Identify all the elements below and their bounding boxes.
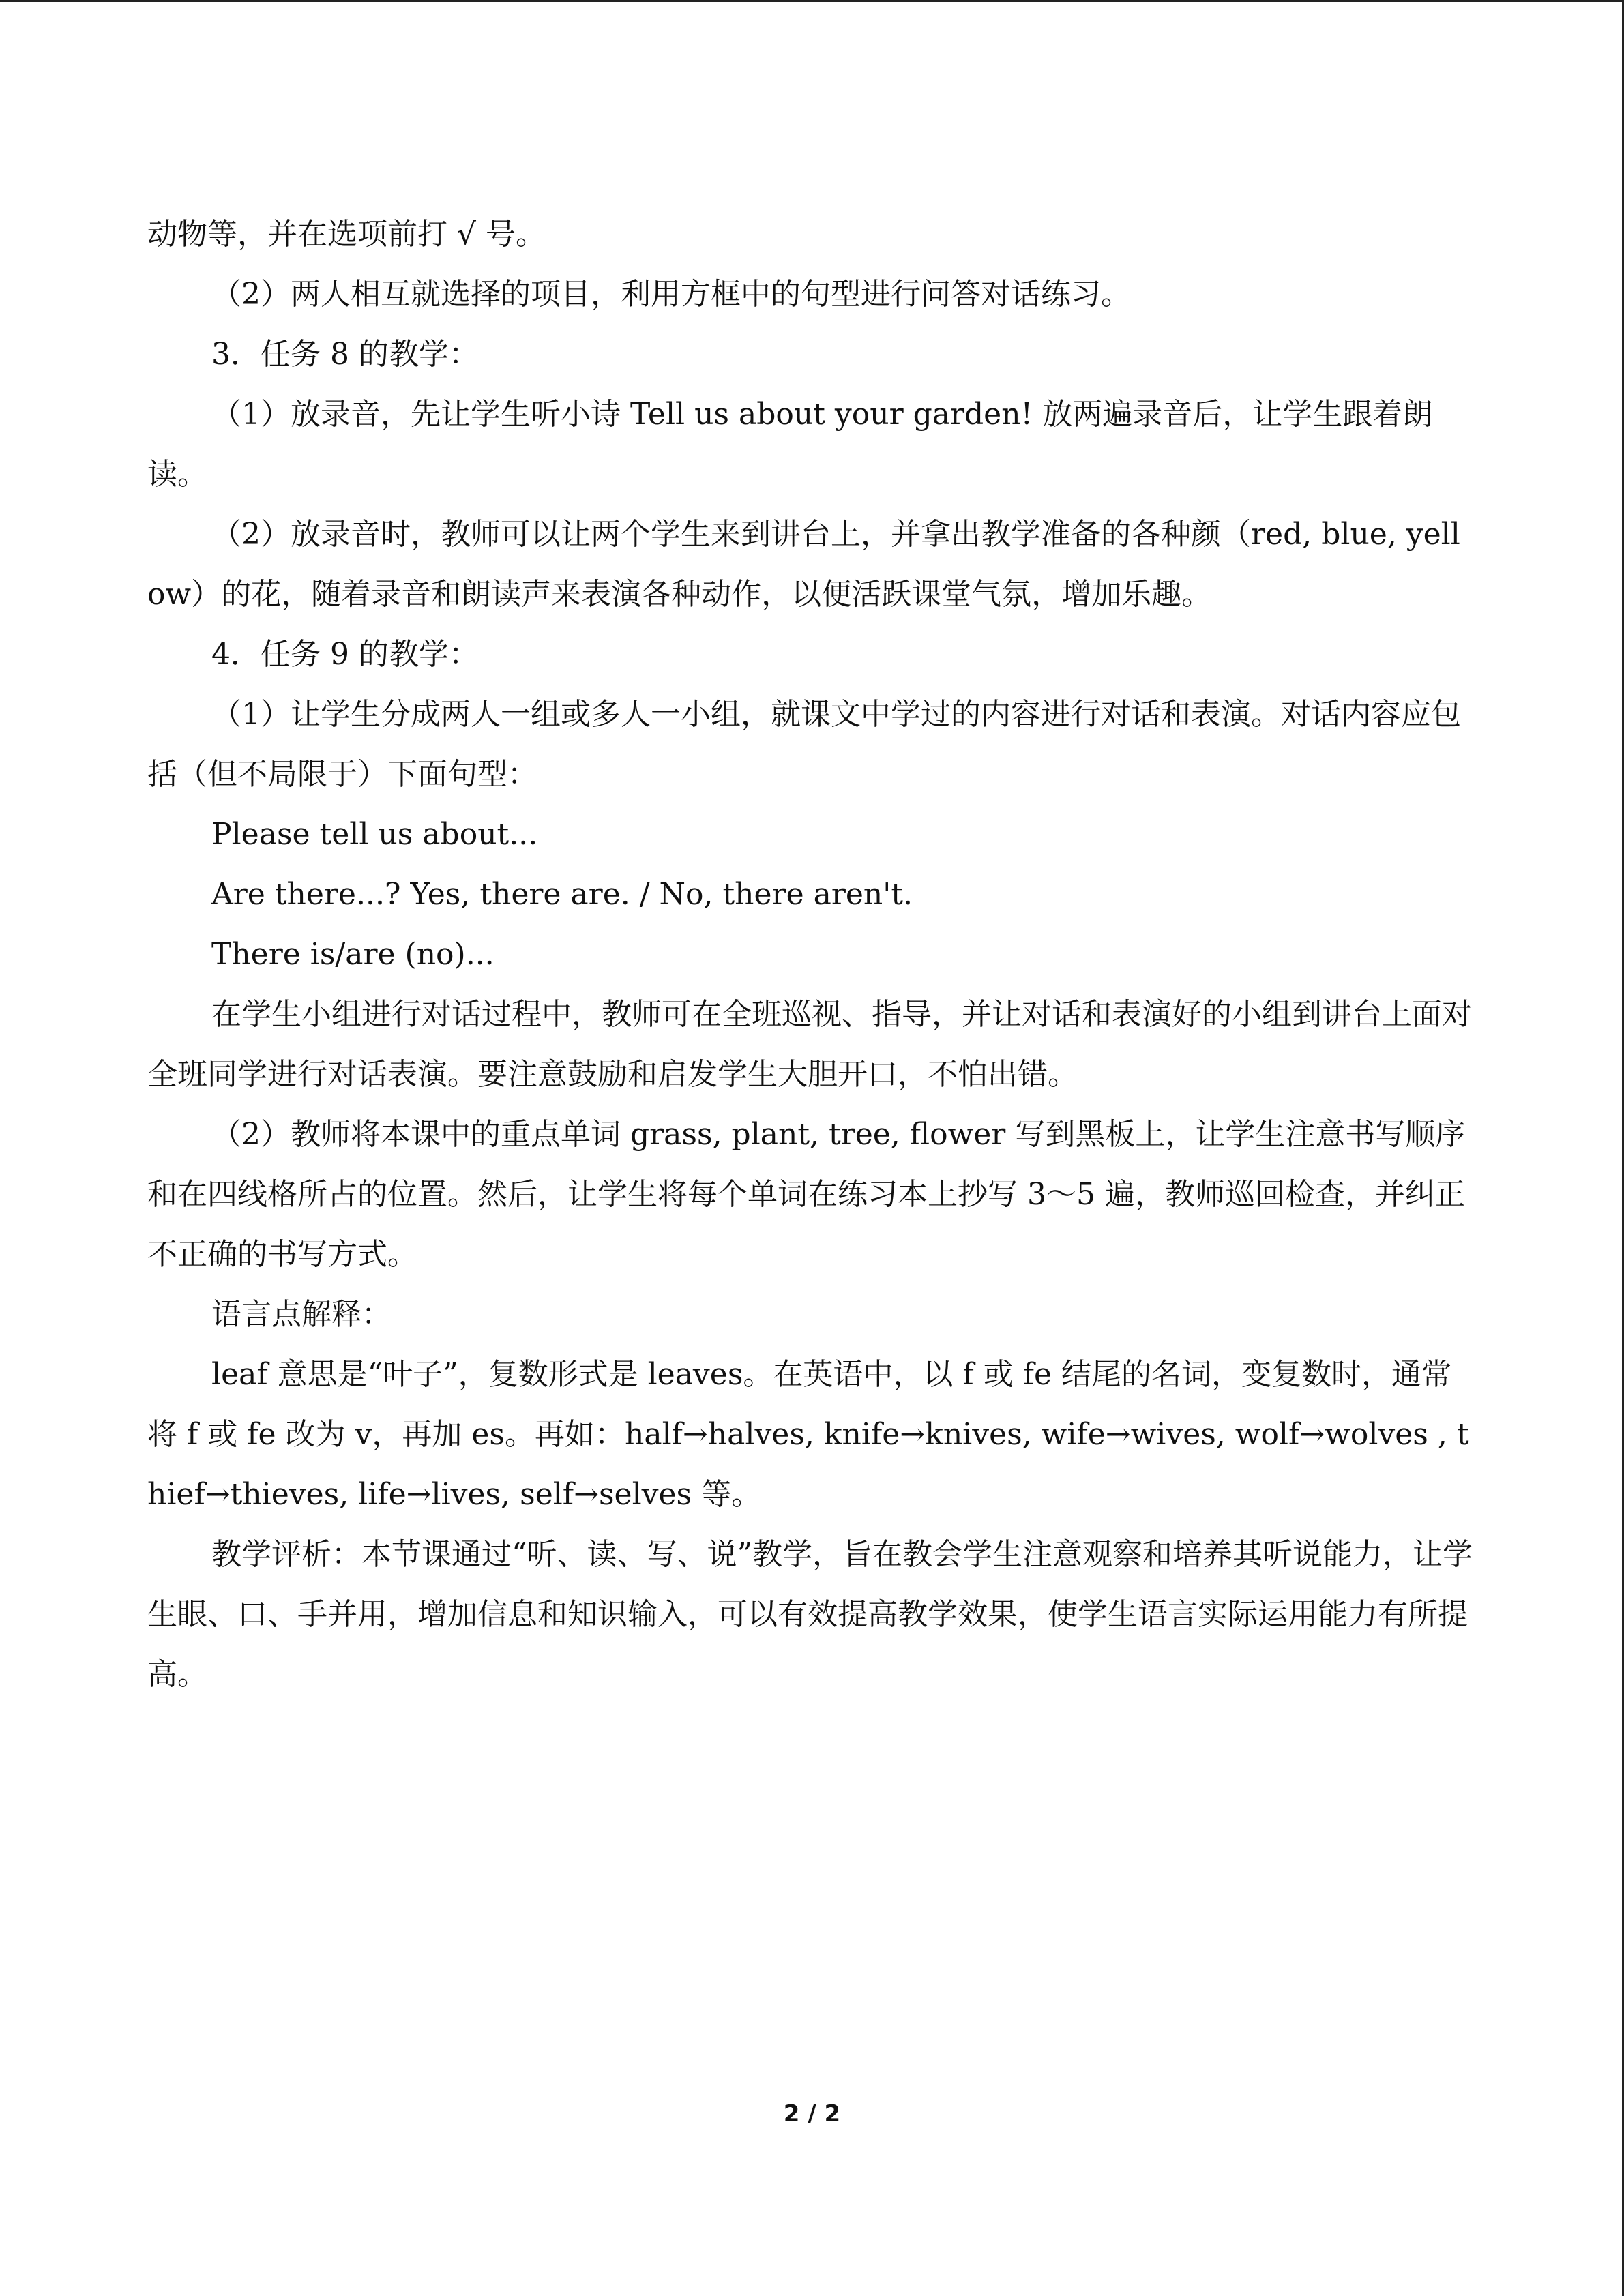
paragraph-6: 4．任务 9 的教学： <box>211 637 479 672</box>
paragraph-8: Please tell us about... <box>211 817 538 852</box>
page-number: 2 / 2 <box>783 2100 841 2128</box>
paragraph-4: （1）放录音，先让学生听小诗 Tell us about your garden! 放两遍录音后，让学生跟着朗读。 <box>147 397 1433 492</box>
paragraph-2: （2）两人相互就选择的项目，利用方框中的句型进行问答对话练习。 <box>211 277 1131 312</box>
paragraph-12: （2）教师将本课中的重点单词 grass, plant, tree, flower 写到黑板上，让学生注意书写顺序和在四线格所占的位置。然后，让学生将每个单词在练习本上抄写 3～5 遍，教师巡回检查，并纠正不正确的书写方式。 <box>147 1117 1466 1272</box>
paragraph-5: （2）放录音时，教师可以让两个学生来到讲台上，并拿出教学准备的各种颜（red, blue, yellow）的花，随着录音和朗读声来表演各种动作，以便活跃课堂气氛，增加乐趣。 <box>147 517 1460 612</box>
paragraph-3: 3．任务 8 的教学： <box>211 337 479 372</box>
paragraph-11: 在学生小组进行对话过程中，教师可在全班巡视、指导，并让对话和表演好的小组到讲台上面对全班同学进行对话表演。要注意鼓励和启发学生大胆开口，不怕出错。 <box>147 997 1472 1092</box>
paragraph-10: There is/are (no)... <box>211 937 494 972</box>
paragraph-13: 语言点解释： <box>211 1297 392 1332</box>
paragraph-15: 教学评析：本节课通过“听、读、写、说”教学，旨在教会学生注意观察和培养其听说能力，让学生眼、口、手并用，增加信息和知识输入，可以有效提高教学效果，使学生语言实际运用能力有所提高。 <box>147 1537 1473 1692</box>
document-body <box>147 205 1477 1705</box>
paragraph-7: （1）让学生分成两人一组或多人一小组，就课文中学过的内容进行对话和表演。对话内容应包括（但不局限于）下面句型： <box>147 697 1461 792</box>
paragraph-1: 动物等，并在选项前打 √ 号。 <box>147 217 546 252</box>
paragraph-14: leaf 意思是“叶子”，复数形式是 leaves。在英语中，以 f 或 fe 结尾的名词，变复数时，通常将 f 或 fe 改为 v，再加 es。再如：half→halves, knife→knives, wife→wives, wolf→wolves , thief→thieves, life→lives, self→selves 等。 <box>147 1357 1469 1512</box>
page-border-top <box>0 0 1624 2</box>
paragraph-9: Are there...? Yes, there are. / No, there aren't. <box>211 877 913 912</box>
